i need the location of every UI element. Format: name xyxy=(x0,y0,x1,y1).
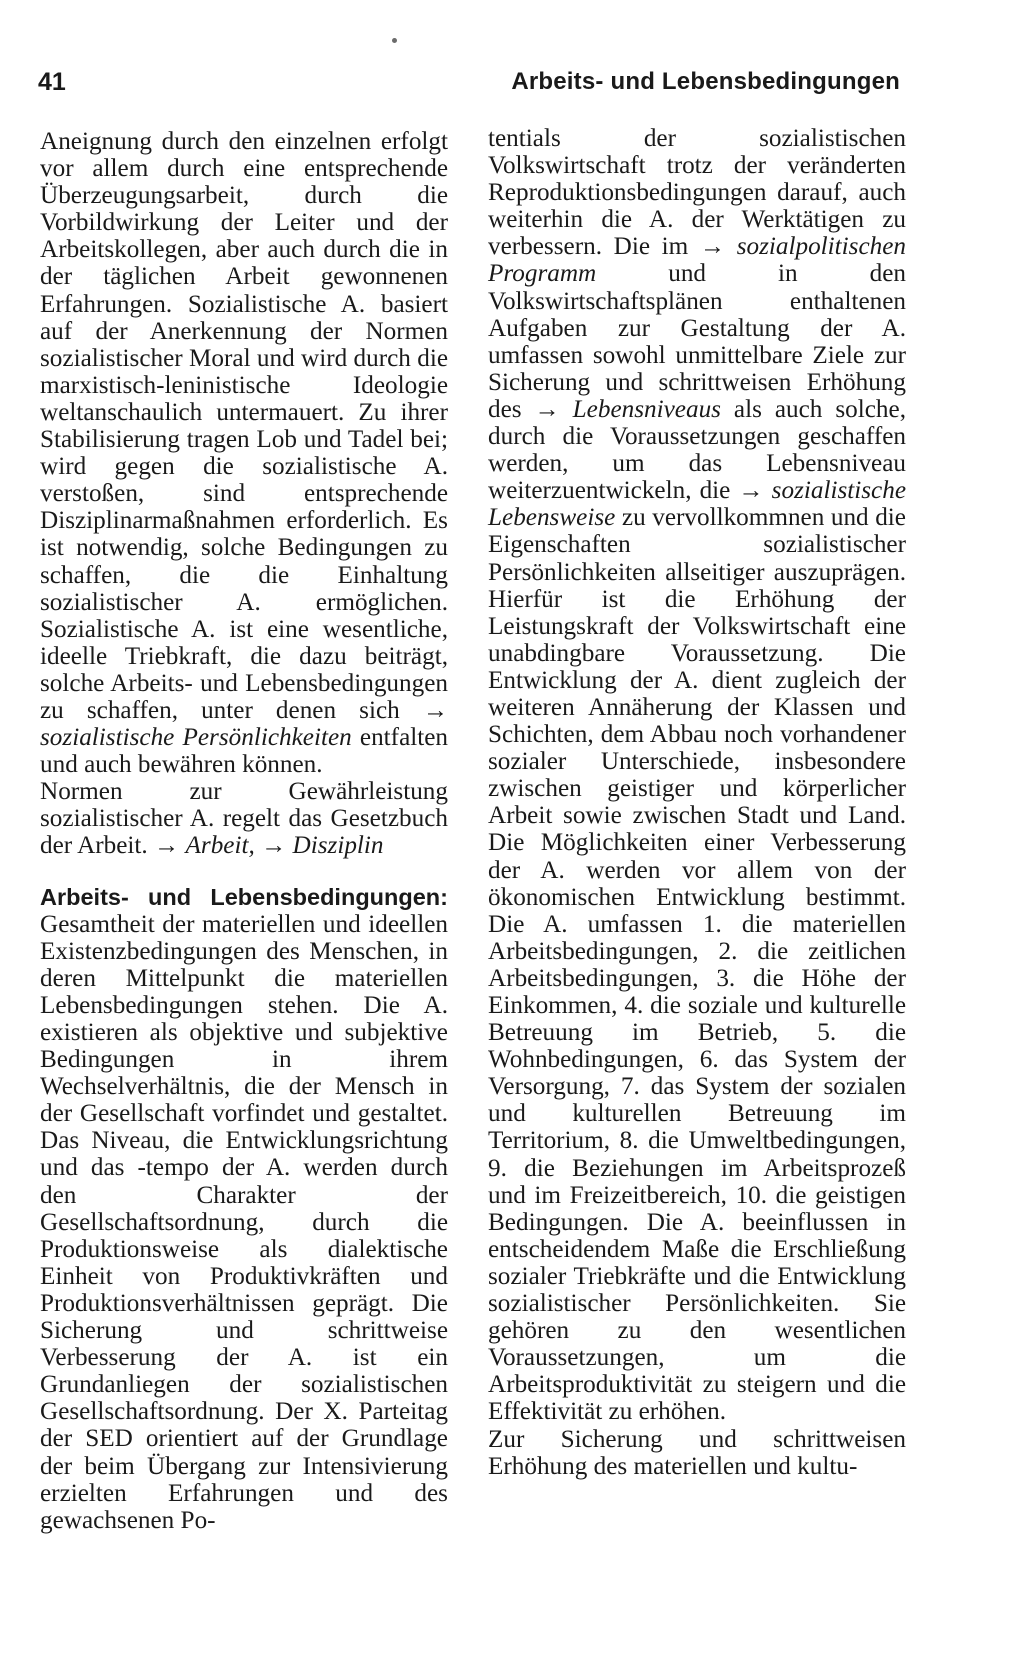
cross-reference-sozialpolitisches-programm[interactable]: sozialpolitischen Programm xyxy=(488,233,907,288)
left-p1-text-2: entfalten und auch bewähren können. xyxy=(40,724,449,779)
scan-dot-mark xyxy=(392,38,397,43)
cross-reference-arrow: → xyxy=(534,395,560,423)
left-paragraph-1 xyxy=(40,128,448,778)
cross-reference-arbeit[interactable]: Arbeit, xyxy=(185,832,255,860)
right-p1-text-1: tentials der sozialistischen Volkswirtschaft trotz der veränderten Reproduktionsbedingungen darauf, auch weiterhin die A. der Werktätigen zu verbessern. Die im xyxy=(488,125,906,261)
page-header xyxy=(38,68,900,102)
left-p1-text-1: Aneignung durch den einzelnen erfolgt vor allem durch eine entsprechende Überzeugungsarbeit, durch die Vorbildwirkung der Leiter und der Arbeitskollegen, aber auch durch die in der täglichen Arbeit gewonnenen Erfahrungen. Sozialistische A. basiert auf der Anerkennung der Normen sozialistischer Moral und wird durch die marxistisch-leninistische Ideologie weltanschaulich untermauert. Zu ihrer Stabilisierung tragen Lob und Tadel bei; wird gegen die sozialistische A. verstoßen, sind entsprechende Disziplinarmaßnahmen erforderlich. Es ist notwendig, solche Bedingungen zu schaffen, die die Einhaltung sozialistischer A. ermöglichen. Sozialistische A. ist eine wesentliche, ideelle Triebkraft, die dazu beiträgt, solche Arbeits- und Lebensbedingungen zu schaffen, unter denen sich xyxy=(40,128,448,724)
right-paragraph-2 xyxy=(488,1426,906,1480)
cross-reference-sozialistische-persoenlichkeiten[interactable]: sozialistische Persönlichkeiten xyxy=(40,724,352,752)
cross-reference-arrow: → xyxy=(699,233,726,261)
cross-reference-arrow: → xyxy=(154,832,180,860)
entry-headword: Arbeits- und Lebensbedingungen: xyxy=(40,883,448,910)
right-p1-text-3: als auch solche, durch die Voraussetzungen geschaffen werden, um das Lebensniveau weiterzuentwickeln, die xyxy=(488,395,906,505)
cross-reference-disziplin[interactable]: Disziplin xyxy=(292,832,384,860)
right-p2-text: Zur Sicherung und schrittweisen Erhöhung des materiellen und kultu- xyxy=(488,1425,906,1480)
page-number: 41 xyxy=(38,68,66,96)
right-column xyxy=(488,125,906,1480)
running-head: Arbeits- und Lebensbedingungen xyxy=(511,68,900,95)
cross-reference-lebensniveau[interactable]: Lebensniveaus xyxy=(572,395,721,423)
entry-text: Gesamtheit der materiellen und ideellen Existenzbedingungen des Menschen, in deren Mittelpunkt die materiellen Lebensbedingungen stehen. Die A. existieren als objektive und subjektive Bedingungen in ihrem Wechselverhältnis, die der Mensch in der Gesellschaft vorfindet und gestaltet. Das Niveau, die Entwicklungsrichtung und das -tempo der A. werden durch den Charakter der Gesellschaftsordnung, durch die Produktionsweise als dialektische Einheit von Produktivkräften und Produktionsverhältnissen geprägt. Die Sicherung und schrittweise Verbesserung der A. ist ein Grundanliegen der sozialistischen Gesellschaftsordnung. Der X. Parteitag der SED orientiert auf der Grundlage der beim Übergang zur Intensivierung erzielten Erfahrungen und des gewachsenen Po- xyxy=(40,910,448,1534)
cross-reference-arrow: → xyxy=(422,696,449,724)
right-p1-text-2: und in den Volkswirtschaftsplänen enthaltenen Aufgaben zur Gestaltung der A. umfassen sowohl unmittelbare Ziele zur Sicherung und schrittweisen Erhöhung des xyxy=(488,260,906,423)
left-p2-text: Normen zur Gewährleistung sozialistischer A. regelt das Gesetzbuch der Arbeit. xyxy=(40,778,448,860)
entry-arbeits-und-lebensbedingungen xyxy=(40,884,448,1534)
left-column xyxy=(40,128,448,1534)
right-p1-text-4: zu vervollkommnen und die Eigenschaften sozialistischer Persönlichkeiten allseitiger auszuprägen. Hierfür ist die Erhöhung der Leistungskraft der Volkswirtschaft eine unabdingbare Voraussetzung. Die Entwicklung der A. dient zugleich der weiteren Annäherung der Klassen und Schichten, dem Abbau noch vorhandener sozialer Unterschiede, insbesondere zwischen geistiger und körperlicher Arbeit sowie zwischen Stadt und Land. Die Möglichkeiten einer Verbesserung der A. werden vor allem von der ökonomischen Entwicklung bestimmt. Die A. umfassen 1. die materiellen Arbeitsbedingungen, 2. die zeitlichen Arbeitsbedingungen, 3. die Höhe der Einkommen, 4. die soziale und kulturelle Betreuung im Betrieb, 5. die Wohnbedingungen, 6. das System der Versorgung, 7. das System der sozialen und kulturellen Betreuung im Territorium, 8. die Umweltbedingungen, 9. die Beziehungen im Arbeitsprozeß und im Freizeitbereich, 10. die geistigen Bedingungen. Die A. beeinflussen in entscheidendem Maße die Erschließung sozialer Triebkräfte und die Entwicklung sozialistischer Persönlichkeiten. Sie gehören zu den wesentlichen Voraussetzungen, um die Arbeitsproduktivität zu steigern und die Effektivität zu erhöhen. xyxy=(488,504,906,1426)
right-paragraph-1 xyxy=(488,125,906,1426)
cross-reference-sozialistische-lebensweise[interactable]: sozialistische Lebensweise xyxy=(488,477,906,532)
cross-reference-arrow: → xyxy=(261,832,287,860)
left-paragraph-2 xyxy=(40,778,448,859)
cross-reference-arrow: → xyxy=(738,477,764,505)
